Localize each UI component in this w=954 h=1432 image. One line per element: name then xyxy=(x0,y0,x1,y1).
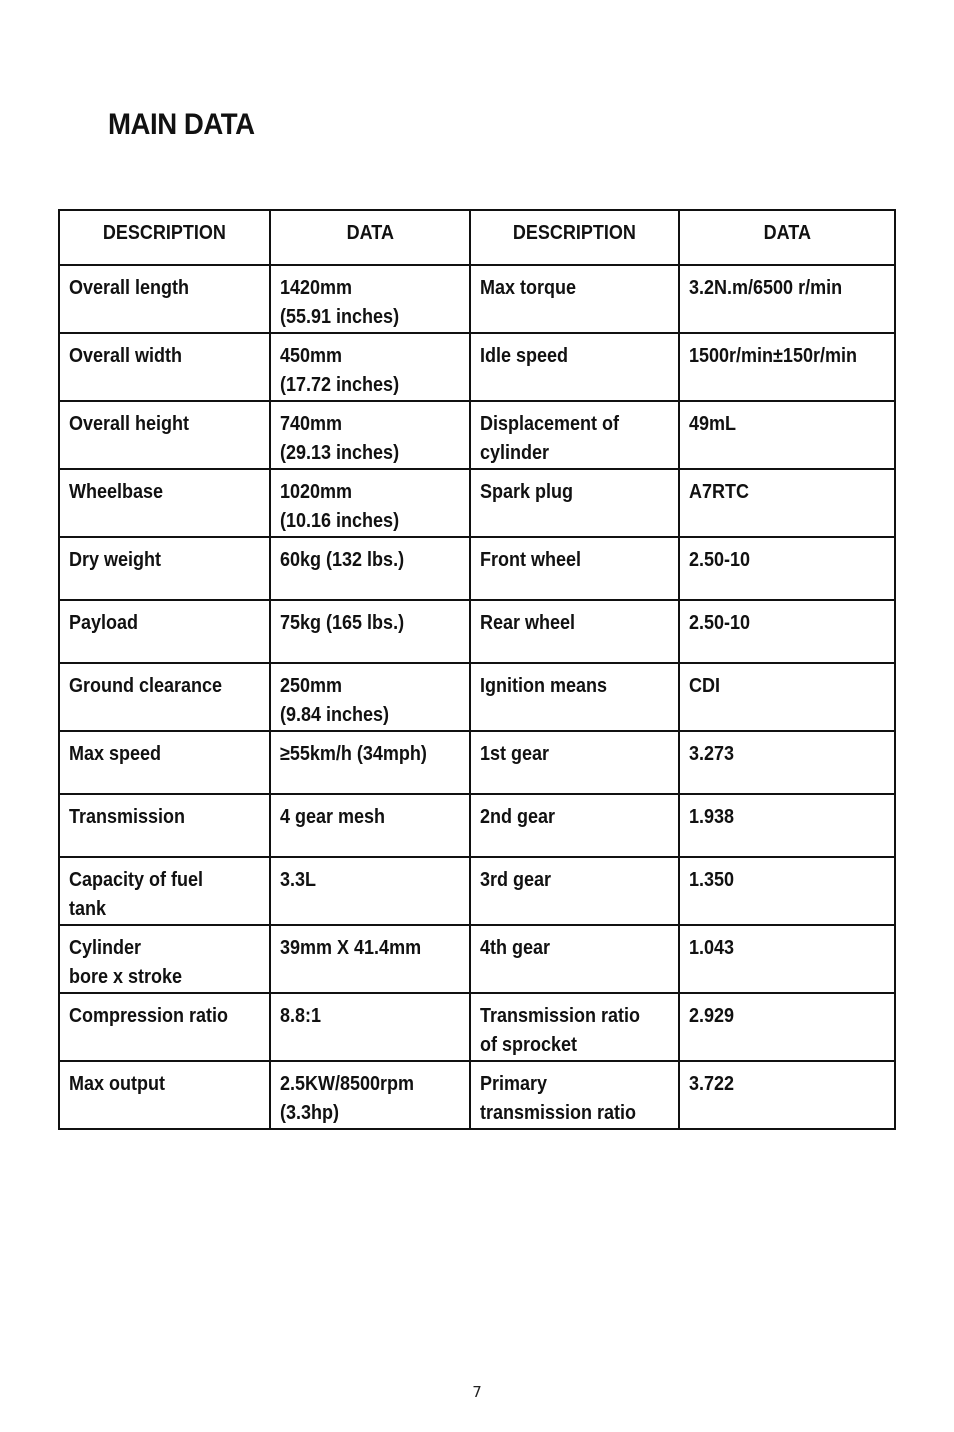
table-cell: 1.043 xyxy=(679,925,895,993)
table-cell: 1020mm (10.16 inches) xyxy=(270,469,470,537)
table-cell: Max torque xyxy=(470,265,679,333)
table-cell: Capacity of fuel tank xyxy=(59,857,270,925)
header-description-2: DESCRIPTION xyxy=(470,210,679,265)
header-description-1: DESCRIPTION xyxy=(59,210,270,265)
table-cell: 3rd gear xyxy=(470,857,679,925)
table-row xyxy=(59,794,895,857)
table-cell: Front wheel xyxy=(470,537,679,600)
table-row xyxy=(59,401,895,469)
table-cell: 4th gear xyxy=(470,925,679,993)
table-cell: 2.929 xyxy=(679,993,895,1061)
table-cell: 3.273 xyxy=(679,731,895,794)
table-row xyxy=(59,265,895,333)
header-data-2: DATA xyxy=(679,210,895,265)
table-row xyxy=(59,731,895,794)
table-cell: 75kg (165 lbs.) xyxy=(270,600,470,663)
table-cell: 60kg (132 lbs.) xyxy=(270,537,470,600)
table-cell: 3.722 xyxy=(679,1061,895,1129)
table-row xyxy=(59,993,895,1061)
table-cell: Displacement of cylinder xyxy=(470,401,679,469)
table-row xyxy=(59,663,895,731)
table-cell: 2nd gear xyxy=(470,794,679,857)
table-cell: Payload xyxy=(59,600,270,663)
table-cell: Transmission ratio of sprocket xyxy=(470,993,679,1061)
table-row xyxy=(59,857,895,925)
table-cell: Ignition means xyxy=(470,663,679,731)
table-cell: Ground clearance xyxy=(59,663,270,731)
table-cell: Overall height xyxy=(59,401,270,469)
table-cell: Wheelbase xyxy=(59,469,270,537)
table-cell: 1500r/min±150r/min xyxy=(679,333,895,401)
table-header-row xyxy=(59,210,895,265)
table-cell: Max speed xyxy=(59,731,270,794)
page-number: 7 xyxy=(472,1383,482,1401)
table-row xyxy=(59,1061,895,1129)
table-cell: Rear wheel xyxy=(470,600,679,663)
table-cell: 1.350 xyxy=(679,857,895,925)
table-cell: 8.8:1 xyxy=(270,993,470,1061)
table-cell: Cylinder bore x stroke xyxy=(59,925,270,993)
table-cell: Idle speed xyxy=(470,333,679,401)
table-cell: 4 gear mesh xyxy=(270,794,470,857)
table-row xyxy=(59,537,895,600)
table-cell: 3.2N.m/6500 r/min xyxy=(679,265,895,333)
table-row xyxy=(59,925,895,993)
table-cell: 3.3L xyxy=(270,857,470,925)
table-cell: 39mm X 41.4mm xyxy=(270,925,470,993)
table-cell: Max output xyxy=(59,1061,270,1129)
table-cell: A7RTC xyxy=(679,469,895,537)
page-title: MAIN DATA xyxy=(108,108,255,141)
table-cell: 2.50-10 xyxy=(679,600,895,663)
table-cell: Overall length xyxy=(59,265,270,333)
table-row xyxy=(59,333,895,401)
table-cell: 450mm (17.72 inches) xyxy=(270,333,470,401)
table-cell: Transmission xyxy=(59,794,270,857)
table-cell: 2.50-10 xyxy=(679,537,895,600)
table-cell: CDI xyxy=(679,663,895,731)
table-cell: 2.5KW/8500rpm (3.3hp) xyxy=(270,1061,470,1129)
table-cell: 1420mm (55.91 inches) xyxy=(270,265,470,333)
table-cell: 1.938 xyxy=(679,794,895,857)
table-cell: Spark plug xyxy=(470,469,679,537)
table-cell: Dry weight xyxy=(59,537,270,600)
table-row xyxy=(59,469,895,537)
table-cell: 1st gear xyxy=(470,731,679,794)
main-data-table xyxy=(58,209,896,1130)
table-cell: Primary transmission ratio xyxy=(470,1061,679,1129)
table-cell: ≥55km/h (34mph) xyxy=(270,731,470,794)
table-cell: Compression ratio xyxy=(59,993,270,1061)
table-cell: 740mm (29.13 inches) xyxy=(270,401,470,469)
table-cell: 49mL xyxy=(679,401,895,469)
table-row xyxy=(59,600,895,663)
table-cell: 250mm (9.84 inches) xyxy=(270,663,470,731)
table-cell: Overall width xyxy=(59,333,270,401)
header-data-1: DATA xyxy=(270,210,470,265)
